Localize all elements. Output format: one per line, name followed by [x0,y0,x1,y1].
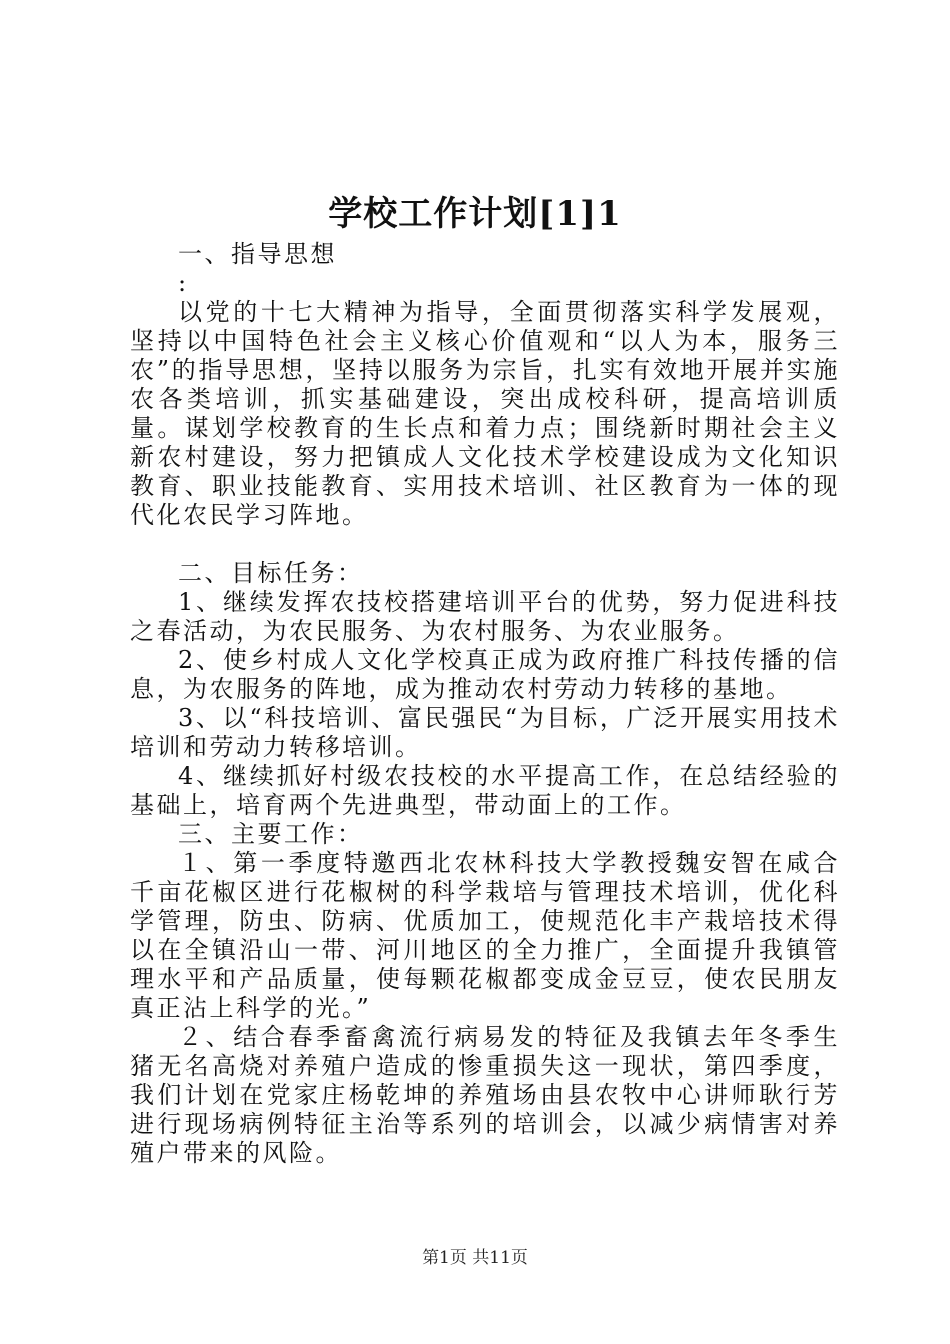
document-body [130,240,840,1168]
section3-item-2: ２、结合春季畜禽流行病易发的特征及我镇去年冬季生猪无名高烧对养殖户造成的惨重损失这一现状，第四季度，我们计划在党家庄杨乾坤的养殖场由县农牧中心讲师耿行芳进行现场病例特征主治等系列的培训会，以减少病情害对养殖户带来的风险。 [130,1023,840,1167]
section2-item-4: 4、继续抓好村级农技校的水平提高工作，在总结经验的基础上，培育两个先进典型，带动面上的工作。 [130,762,840,819]
section2-item-1: 1、继续发挥农技校搭建培训平台的优势，努力促进科技之春活动，为农民服务、为农村服务、为农业服务。 [130,588,840,645]
section1-heading: 一、指导思想 [178,240,337,268]
section3-heading: 三、主要工作： [178,820,364,848]
section1-colon: : [178,269,187,297]
document-title: 学校工作计划[1]1 [328,194,622,234]
section3-item-1: １、第一季度特邀西北农林科技大学教授魏安智在咸合千亩花椒区进行花椒树的科学栽培与管理技术培训，优化科学管理，防虫、防病、优质加工，使规范化丰产栽培技术得以在全镇沿山一带、河川地区的全力推广，全面提升我镇管理水平和产品质量，使每颗花椒都变成金豆豆，使农民朋友真正沾上科学的光。” [130,849,840,1022]
section1-paragraph: 以党的十七大精神为指导，全面贯彻落实科学发展观，坚持以中国特色社会主义核心价值观和“以人为本，服务三农”的指导思想，坚持以服务为宗旨，扎实有效地开展并实施农各类培训，抓实基础建设，突出成校科研，提高培训质量。谋划学校教育的生长点和着力点；围绕新时期社会主义新农村建设，努力把镇成人文化技术学校建设成为文化知识教育、职业技能教育、实用技术培训、社区教育为一体的现代化农民学习阵地。 [130,298,840,529]
page-footer: 第1页 共11页 [422,1248,528,1268]
paragraph-gap [130,530,840,559]
section2-item-3: 3、以“科技培训、富民强民“为目标，广泛开展实用技术培训和劳动力转移培训。 [130,704,840,761]
section2-item-2: 2、使乡村成人文化学校真正成为政府推广科技传播的信息，为农服务的阵地，成为推动农村劳动力转移的基地。 [130,646,840,703]
section2-heading: 二、目标任务： [178,559,364,587]
